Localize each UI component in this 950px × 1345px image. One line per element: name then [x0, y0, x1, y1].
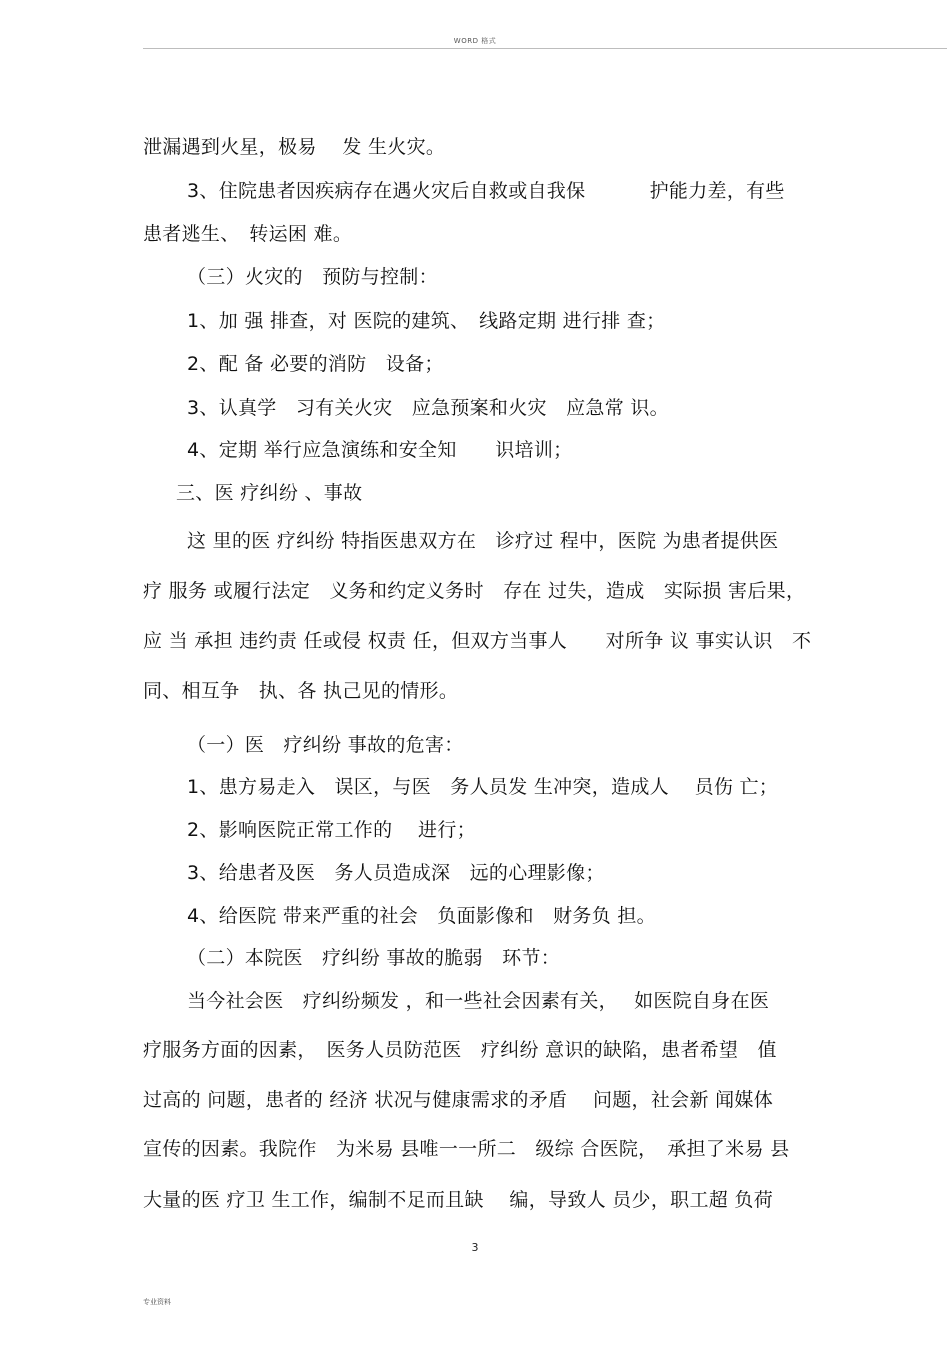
text-line: 大量的医 疗卫 生工作，编制不足而且缺 编，导致人 员少，职工超 负荷 — [143, 1189, 773, 1211]
text-line: 1、患方易走入 误区，与医 务人员发 生冲突，造成人 员伤 亡； — [187, 776, 779, 798]
page-footer: 专业资料 — [143, 1298, 171, 1306]
text-line: 3、认真学 习有关火灾 应急预案和火灾 应急常 识。 — [187, 397, 669, 419]
text-line: 这 里的医 疗纠纷 特指医患双方在 诊疗过 程中，医院 为患者提供医 — [187, 530, 779, 552]
text-line: 1、加 强 排查，对 医院的建筑、 线路定期 进行排 查； — [187, 310, 666, 332]
page-header: WORD 格式 — [453, 37, 497, 45]
text-line: 3、给患者及医 务人员造成深 远的心理影像； — [187, 862, 605, 884]
section-heading: （三）火灾的 预防与控制： — [187, 266, 438, 288]
text-line: 泄漏遇到火星，极易 发 生火灾。 — [143, 136, 446, 158]
text-line: 2、影响医院正常工作的 进行； — [187, 819, 476, 841]
text-line: 患者逃生、 转运困 难。 — [143, 223, 353, 245]
text-line: 过高的 问题，患者的 经济 状况与健康需求的矛盾 问题，社会新 闻媒体 — [143, 1089, 773, 1111]
text-line: 疗 服务 或履行法定 义务和约定义务时 存在 过失，造成 实际损 害后果， — [143, 580, 806, 602]
text-line: 同、相互争 执、各 执己见的情形。 — [143, 680, 459, 702]
text-line: 3、住院患者因疾病存在遇火灾后自救或自我保 护能力差，有些 — [187, 180, 785, 202]
section-heading: （二）本院医 疗纠纷 事故的脆弱 环节： — [187, 947, 561, 969]
section-heading: 三、医 疗纠纷 、事故 — [176, 482, 363, 504]
text-line: 疗服务方面的因素， 医务人员防范医 疗纠纷 意识的缺陷，患者希望 值 — [143, 1039, 777, 1061]
text-line: 2、配 备 必要的消防 设备； — [187, 353, 444, 375]
text-line: 4、给医院 带来严重的社会 负面影像和 财务负 担。 — [187, 905, 656, 927]
text-line: 应 当 承担 违约责 任或侵 权责 任，但双方当事人 对所争 议 事实认识 不 — [143, 630, 812, 652]
section-heading: （一）医 疗纠纷 事故的危害： — [187, 734, 464, 756]
text-line: 宣传的因素。我院作 为米易 县唯一一所二 级综 合医院， 承担了米易 县 — [143, 1138, 790, 1160]
page-number: 3 — [471, 1241, 479, 1254]
header-divider — [143, 48, 947, 49]
text-line: 4、定期 举行应急演练和安全知 识培训； — [187, 439, 573, 461]
text-line: 当今社会医 疗纠纷频发 ，和一些社会因素有关， 如医院自身在医 — [187, 990, 770, 1012]
